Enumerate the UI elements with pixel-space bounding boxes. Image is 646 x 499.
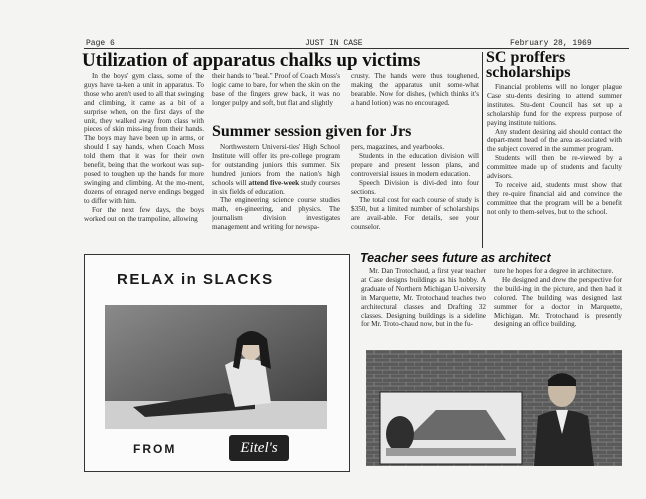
apparatus-col2-p1: their hands to "heal." Proof of Coach Moss's logic came to bare, for when the skin on the base of the fingers grew back, it was no longer pulpy and soft, but flat and slightly: [212, 72, 340, 107]
apparatus-col3-p1: crusty. The hands were thus toughened, making the apparatus unit some-what bearable. Now for dishes, (which thinks it's a hand lotion) was no encouraged.: [351, 72, 479, 107]
architect-col-1: [361, 267, 486, 347]
ad-from: FROM: [133, 442, 177, 456]
summer-col2-p1: pers, magazines, and yearbooks.: [351, 143, 445, 151]
drawing-ground: [386, 448, 516, 456]
apparatus-col1-p1: In the boys' gym class, some of the guys have ta-ken a unit in apparatus. To those who aren't used to all that swinging and climbing, it came as a bit of a surprise when, on the first days of the unit, they walked away from class with pieces of skin miss-ing from their hands. The boys may have been up in arms, or should I say hands, when Coach Moss told them that it was for their own benefit, being that the workout was sup-posed to toughen up the hands for more swinging and climbing. At the mo-ment, dozens of enraged nerve endings begged to differ with him.: [84, 72, 204, 205]
architect-col1-p1: Mr. Dan Trotochaud, a first year teacher at Case designs buildings as his hobby. A graduate of Northern Michigan U-niversity in Marquette, Mr. Trotochaud teaches two architectural classes and Drafting 32 classes. Designing buildings is a sideline for Mr. Troto-chaud now, but in the fu-: [361, 267, 486, 329]
page-number: Page 6: [86, 39, 115, 48]
ad-photo: [105, 305, 327, 429]
architect-headline: Teacher sees future as architect: [360, 251, 551, 265]
summer-col-1: [212, 143, 340, 251]
apparatus-col1-p2: For the next few days, the boys worked out on the trampoline, allowing: [84, 205, 204, 223]
apparatus-col-1: [84, 72, 204, 258]
scholarships-headline: SC proffers scholarships: [486, 49, 571, 81]
scholarships-p3: Students will then be re-viewed by a committee made up of students and faculty advisors.: [487, 154, 622, 181]
scholarships-col: [487, 83, 622, 251]
architect-col-2: [494, 267, 622, 347]
apparatus-col-2: [212, 72, 340, 122]
architect-col2-p1: ture he hopes for a degree in architecture.: [494, 267, 614, 275]
apparatus-col-3: [351, 72, 479, 122]
apparatus-headline: Utilization of apparatus chalks up victims: [82, 50, 421, 71]
architect-photo: [366, 350, 622, 466]
drawing-tree: [386, 416, 414, 452]
summer-col1-end: study courses in six fields of education.: [212, 178, 340, 196]
column-rule: [482, 52, 483, 248]
scholarships-p1: Financial problems will no longer plague Case stu-dents desiring to attend summer institutes. Stu-dent Council has set up a scholarship fund for the express purpose of paying institute tuitions.: [487, 83, 622, 127]
summer-col1-bold: attend five-week: [248, 178, 300, 187]
scholarships-p4: To receive aid, students must show that they re-quire financial aid and convince the committee that the program will be a benefit not only to them-selves, but to the school.: [487, 180, 622, 216]
scholarships-p2: Any student desiring aid should contact the depart-ment head of the area as-sociated with the subject covered in the summer program.: [487, 127, 622, 154]
summer-col1-p1: [212, 143, 340, 196]
summer-col-2: [351, 143, 479, 251]
issue-date: February 28, 1969: [510, 39, 592, 48]
ad-title: RELAX in SLACKS: [117, 271, 274, 288]
slacks-advertisement: [84, 254, 350, 472]
store-logo: Eitel's: [229, 435, 289, 461]
summer-col1-p2: The engineering science course studies math, en-gineering, and physics. The journalism division investigates management and writing for newspa-: [212, 196, 340, 232]
paper-name: JUST IN CASE: [305, 39, 363, 48]
summer-headline: Summer session given for Jrs: [212, 123, 412, 140]
summer-col1-text: Northwestern Universi-ties' High School Institute will offer its pre-college program for outstanding juniors this summer. Six hundred juniors from the nation's high schools will: [212, 143, 340, 187]
summer-col2-p3: Speech Division is divi-ded into four sections.: [351, 178, 479, 196]
architect-col2-p2: He designed and drew the perspective for the build-ing in the picture, and then had it colored. The building was designed last summer for a doctor in Marquette, Michigan. Mr. Trotochaud is presently designing an office building.: [494, 275, 622, 329]
summer-col2-p4: The total cost for each course of study is $350, but a limited number of scholarships are avail-able. For details, see your counselor.: [351, 196, 479, 232]
summer-col2-p2: Students in the education division will prepare and present lesson plans, and controversial issues in modern education.: [351, 151, 479, 178]
